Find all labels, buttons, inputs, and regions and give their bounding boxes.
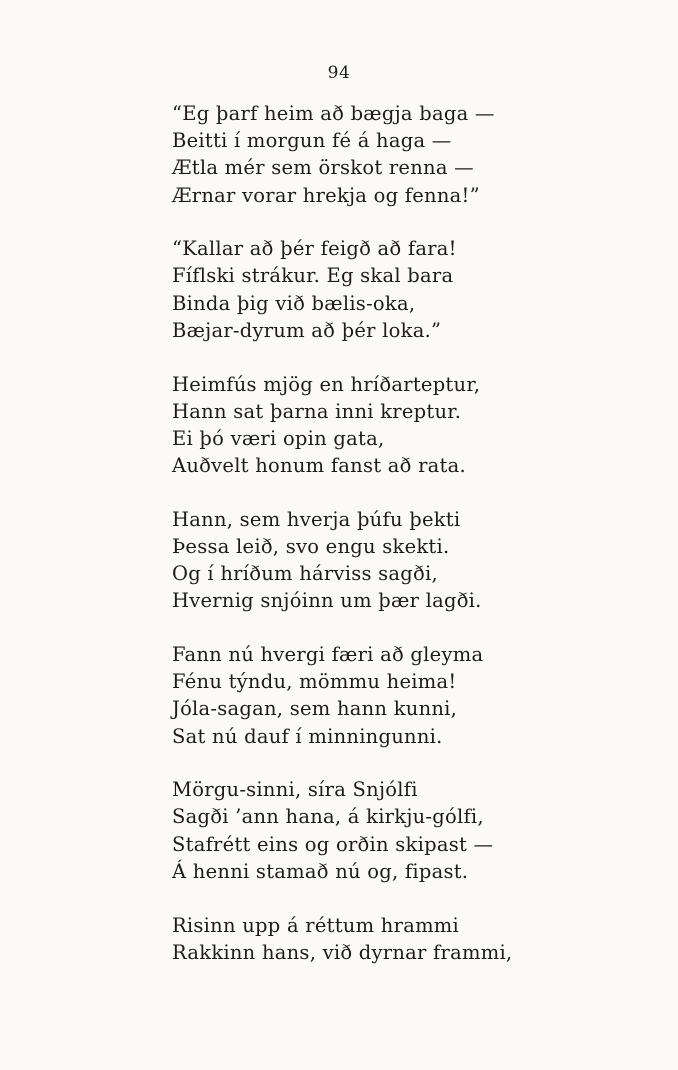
poem-line: Hvernig snjóinn um þær lagði.	[172, 589, 482, 613]
poem-line: Bæjar-dyrum að þér loka.”	[172, 318, 442, 342]
page-number: 94	[327, 63, 351, 83]
poem-line: Beitti í morgun fé á haga —	[172, 129, 452, 153]
poem-line: Mörgu-sinni, síra Snjólfi	[172, 778, 418, 802]
poem-line: Ei þó væri opin gata,	[172, 426, 385, 450]
poem-body	[172, 100, 672, 992]
poem-line: Sat nú dauf í minningunni.	[172, 724, 443, 748]
stanza-1	[172, 100, 672, 209]
poem-line: Fíflski strákur. Eg skal bara	[172, 264, 454, 288]
poem-line: Ærnar vorar hrekja og fenna!”	[172, 183, 480, 207]
poem-line: Ætla mér sem örskot renna —	[172, 156, 474, 180]
poem-line: Hann, sem hverja þúfu þekti	[172, 507, 461, 531]
poem-line: Sagði ’ann hana, á kirkju-gólfi,	[172, 805, 484, 829]
poem-line: Auðvelt honum fanst að rata.	[172, 454, 466, 478]
stanza-4	[172, 506, 672, 615]
stanza-2	[172, 235, 672, 344]
poem-line: Þessa leið, svo engu skekti.	[172, 534, 450, 558]
stanza-7	[172, 912, 672, 966]
poem-line: “Kallar að þér feigð að fara!	[172, 237, 457, 261]
poem-line: Binda þig við bælis-oka,	[172, 291, 416, 315]
poem-line: “Eg þarf heim að bægja baga —	[172, 102, 495, 125]
poem-line: Jóla-sagan, sem hann kunni,	[172, 697, 458, 721]
poem-line: Stafrétt eins og orðin skipast —	[172, 832, 494, 856]
poem-line: Risinn upp á réttum hrammi	[172, 913, 460, 937]
poem-line: Fann nú hvergi færi að gleyma	[172, 643, 484, 666]
poem-line: Fénu týndu, mömmu heima!	[172, 670, 457, 694]
stanza-3	[172, 371, 672, 480]
stanza-6	[172, 776, 672, 885]
poem-line: Rakkinn hans, við dyrnar frammi,	[172, 940, 513, 964]
poem-line: Heimfús mjög en hríðarteptur,	[172, 372, 481, 396]
poem-line: Og í hríðum hárviss sagði,	[172, 562, 438, 586]
stanza-5	[172, 641, 672, 750]
poem-line: Hann sat þarna inni kreptur.	[172, 399, 462, 423]
poem-line: Á henni stamað nú og, fipast.	[172, 859, 469, 883]
